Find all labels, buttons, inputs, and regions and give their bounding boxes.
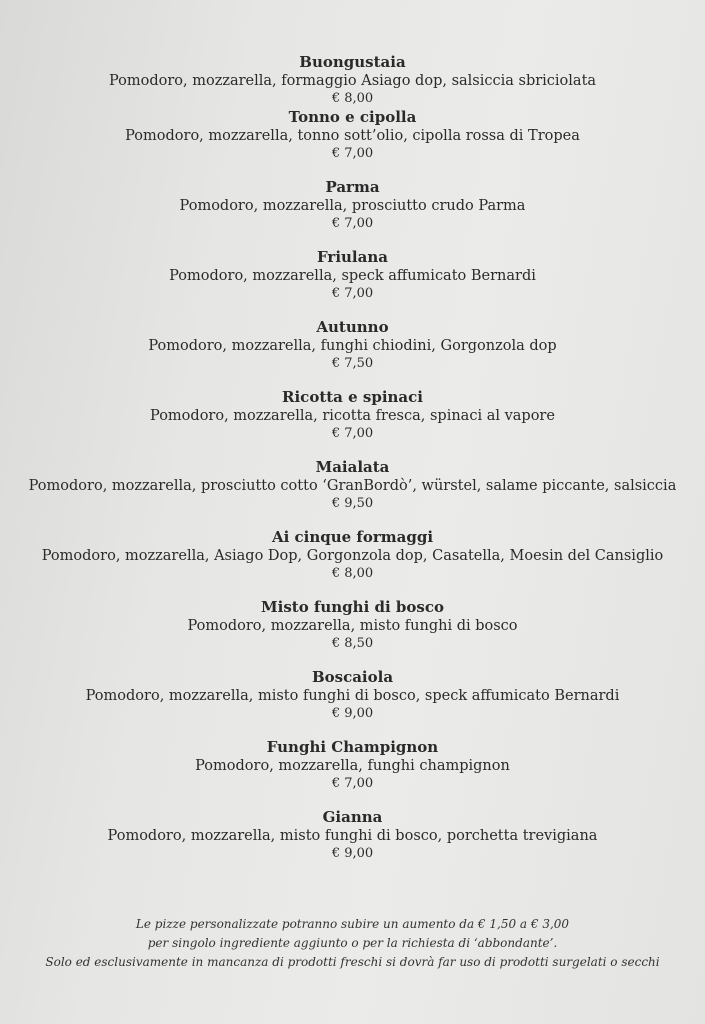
pizza-list [0, 52, 705, 877]
item-name: Boscaiola [311, 668, 394, 686]
menu-item-misto-funghi-di-bosco [0, 597, 705, 652]
menu-item-ai-cinque-formaggi [0, 527, 705, 582]
item-description: Pomodoro, mozzarella, misto funghi di bosco, speck affumicato Bernardi [85, 688, 620, 704]
menu-item-maialata [0, 457, 705, 512]
note-line-2: per singolo ingrediente aggiunto o per la richiesta di ‘abbondante’. [147, 936, 558, 950]
item-price: € 9,00 [331, 706, 374, 721]
item-name: Funghi Champignon [266, 738, 439, 756]
note-line-3: Solo ed esclusivamente in mancanza di prodotti freschi si dovrà far uso di prodotti surgelati o secchi [45, 955, 660, 969]
footer-note [0, 915, 705, 972]
item-name: Ai cinque formaggi [271, 528, 434, 546]
item-name: Tonno e cipolla [288, 108, 417, 126]
item-description: Pomodoro, mozzarella, formaggio Asiago dop, salsiccia sbriciolata [108, 73, 597, 89]
menu-item-boscaiola [0, 667, 705, 722]
item-price: € 7,50 [331, 356, 374, 371]
item-description: Pomodoro, mozzarella, tonno sott’olio, cipolla rossa di Tropea [125, 128, 580, 144]
item-name: Gianna [322, 808, 383, 826]
item-name: Misto funghi di bosco [261, 598, 444, 616]
item-price: € 7,00 [331, 426, 374, 441]
item-description: Pomodoro, mozzarella, prosciutto cotto ‘GranBordò’, würstel, salame piccante, salsiccia [28, 478, 677, 494]
menu-item-parma [0, 177, 705, 232]
item-description: Pomodoro, mozzarella, ricotta fresca, spinaci al vapore [150, 408, 555, 424]
menu-item-autunno [0, 317, 705, 372]
item-price: € 8,00 [331, 566, 374, 581]
item-name: Autunno [316, 318, 389, 336]
menu-item-funghi-champignon [0, 737, 705, 792]
item-name: Buongustaia [299, 53, 406, 71]
menu-item-tonno-e-cipolla [0, 107, 705, 162]
item-price: € 9,50 [331, 496, 374, 511]
item-price: € 7,00 [331, 216, 374, 231]
item-price: € 9,00 [331, 846, 374, 861]
item-description: Pomodoro, mozzarella, prosciutto crudo Parma [179, 198, 526, 214]
menu-item-friulana [0, 247, 705, 302]
item-price: € 7,00 [331, 776, 374, 791]
item-price: € 8,00 [331, 91, 374, 106]
note-line-1: Le pizze personalizzate potranno subire un aumento da € 1,50 a € 3,00 [135, 917, 570, 931]
item-name: Friulana [317, 248, 388, 266]
item-description: Pomodoro, mozzarella, Asiago Dop, Gorgonzola dop, Casatella, Moesin del Cansiglio [41, 548, 664, 564]
item-name: Maialata [315, 458, 390, 476]
menu-item-buongustaia [0, 52, 705, 107]
item-price: € 7,00 [331, 146, 374, 161]
item-description: Pomodoro, mozzarella, funghi chiodini, Gorgonzola dop [148, 338, 557, 354]
item-description: Pomodoro, mozzarella, speck affumicato Bernardi [169, 268, 536, 284]
item-name: Ricotta e spinaci [282, 388, 423, 406]
item-name: Parma [325, 178, 380, 196]
item-description: Pomodoro, mozzarella, misto funghi di bosco [187, 618, 518, 634]
item-description: Pomodoro, mozzarella, misto funghi di bosco, porchetta trevigiana [107, 828, 598, 844]
item-price: € 7,00 [331, 286, 374, 301]
item-price: € 8,50 [331, 636, 374, 651]
menu-item-ricotta-e-spinaci [0, 387, 705, 442]
item-description: Pomodoro, mozzarella, funghi champignon [195, 758, 510, 774]
menu-item-gianna [0, 807, 705, 862]
